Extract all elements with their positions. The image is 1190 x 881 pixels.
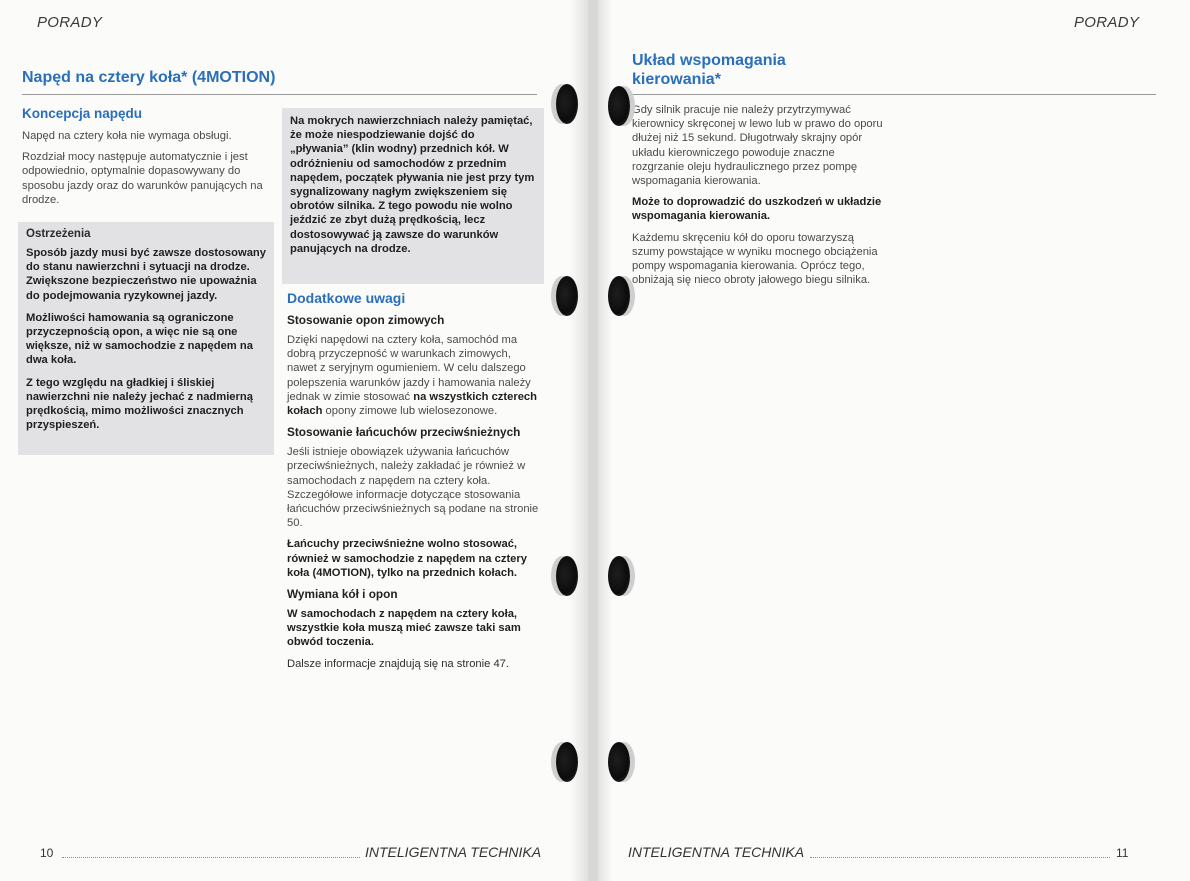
footer-rule-left	[62, 857, 360, 858]
running-head-right: PORADY	[1074, 14, 1140, 31]
left-page	[0, 0, 588, 881]
paragraph	[287, 333, 542, 418]
title-line: Układ wspomagania	[632, 52, 786, 69]
binder-hole	[608, 276, 630, 316]
running-head-left: PORADY	[37, 14, 103, 31]
footer-rule-right	[810, 857, 1110, 858]
binder-hole	[608, 86, 630, 126]
binder-hole	[556, 84, 578, 124]
page-number-right: 11	[1116, 846, 1129, 860]
paragraph: Gdy silnik pracuje nie należy przytrzymywać kierownicy skręconej w lewo lub w prawo do oporu dłużej niż 15 sekund. Długotrwały skrajny opór układu kierowniczego powoduje znaczne rozgrzanie oleju hydraulicznego przez pompę wspomagania kierowania.	[632, 104, 883, 188]
paragraph: Każdemu skręceniu kół do oporu towarzyszą szumy powstające w wyniku mocnego obciążenia pompy wspomagania kierowania. Oprócz tego, obniżają się nieco obroty jałowego biegu silnika.	[632, 231, 878, 287]
warning-title: Ostrzeżenia	[26, 228, 91, 240]
warning-paragraph: Na mokrych nawierzchniach należy pamiętać, że może niespodziewanie dojść do „pływania” (klin wodny) przednich kół. W odróżnieniu od samochodów z przednim napędem, początek pływania nie jest przy tym sygnalizowany nagłym zwiększeniem się obrotów silnika. Z tego powodu nie wolno jeździć ze zbyt dużą prędkością, lecz dostosowywać ją zawsze do warunków panujących na drodze.	[290, 115, 535, 255]
paragraph: Dalsze informacje znajdują się na stronie 47.	[287, 657, 510, 670]
title-rule-left	[22, 94, 537, 95]
text-run: Dzięki napędowi na cztery koła, samochód ma dobrą przyczepność w warunkach zimowych, nawet z seryjnym ogumieniem. W celu dalszego polepszenia warunków jazdy i hamowania należy jednak w zimie stosować	[287, 334, 531, 403]
warning-box	[18, 222, 274, 455]
paragraph-bold: W samochodach z napędem na cztery koła, wszystkie koła muszą mieć zawsze taki sam obwód toczenia.	[287, 608, 521, 649]
section-heading-dodatkowe: Dodatkowe uwagi	[287, 290, 406, 306]
paragraph-bold: Łańcuchy przeciwśnieżne wolno stosować, również w samochodzie z napędem na cztery koła (4MOTION), tylko na przednich kołach.	[287, 538, 527, 579]
subheading: Stosowanie opon zimowych	[287, 313, 445, 327]
subheading: Wymiana kół i opon	[287, 587, 398, 602]
warning-paragraph: Z tego względu na gładkiej i śliskiej nawierzchni nie należy jechać z nadmierną prędkością, mimo możliwości znacznych przyspieszeń.	[26, 376, 253, 432]
page-title-left: Napęd na cztery koła* (4MOTION)	[22, 69, 276, 86]
paragraph: Rozdział mocy następuje automatycznie i jest odpowiednio, optymalnie dopasowywany do sposobu jazdy oraz do warunków panujących na drodze.	[22, 151, 263, 206]
paragraph: Napęd na cztery koła nie wymaga obsługi.	[22, 130, 232, 142]
binder-hole	[556, 742, 578, 782]
warning-box-2	[282, 108, 544, 284]
text-run-bold: na wszystkich czterech kołach	[287, 390, 537, 418]
binder-hole	[608, 742, 630, 782]
left-column-1	[22, 106, 272, 214]
right-page	[598, 0, 1190, 881]
binder-hole	[556, 556, 578, 596]
footer-title-left: INTELIGENTNA TECHNIKA	[365, 844, 542, 860]
binder-hole	[556, 276, 578, 316]
left-column-2	[287, 290, 542, 678]
paragraph: Jeśli istnieje obowiązek używania łańcuchów przeciwśnieżnych, należy zakładać je również w samochodach z napędem na cztery koła. Szczegółowe informacje dotyczące stosowania łańcuchów przeciwśnieżnych są podane na stronie 50.	[287, 446, 539, 530]
subheading: Stosowanie łańcuchów przeciwśnieżnych	[287, 425, 521, 440]
warning-paragraph: Możliwości hamowania są ograniczone przyczepnością opon, a więc nie są one większe, niż w samochodzie z napędem na dwa koła.	[26, 311, 253, 367]
text-run: opony zimowe lub wielosezonowe.	[322, 405, 498, 418]
binder-hole	[608, 556, 630, 596]
page-number-left: 10	[40, 846, 54, 860]
title-rule-right	[632, 94, 1156, 95]
page-title-right	[632, 51, 786, 89]
right-column	[632, 103, 888, 294]
title-line: kierowania*	[632, 71, 721, 88]
paragraph-bold: Może to doprowadzić do uszkodzeń w układzie wspomagania kierowania.	[632, 196, 882, 223]
section-heading-koncepcja: Koncepcja napędu	[22, 106, 143, 121]
warning-paragraph: Sposób jazdy musi być zawsze dostosowany do stanu nawierzchni i sytuacji na drodze. Zwiększone bezpieczeństwo nie upoważnia do podejmowania ryzykownej jazdy.	[26, 247, 266, 302]
footer-title-right: INTELIGENTNA TECHNIKA	[628, 844, 805, 860]
